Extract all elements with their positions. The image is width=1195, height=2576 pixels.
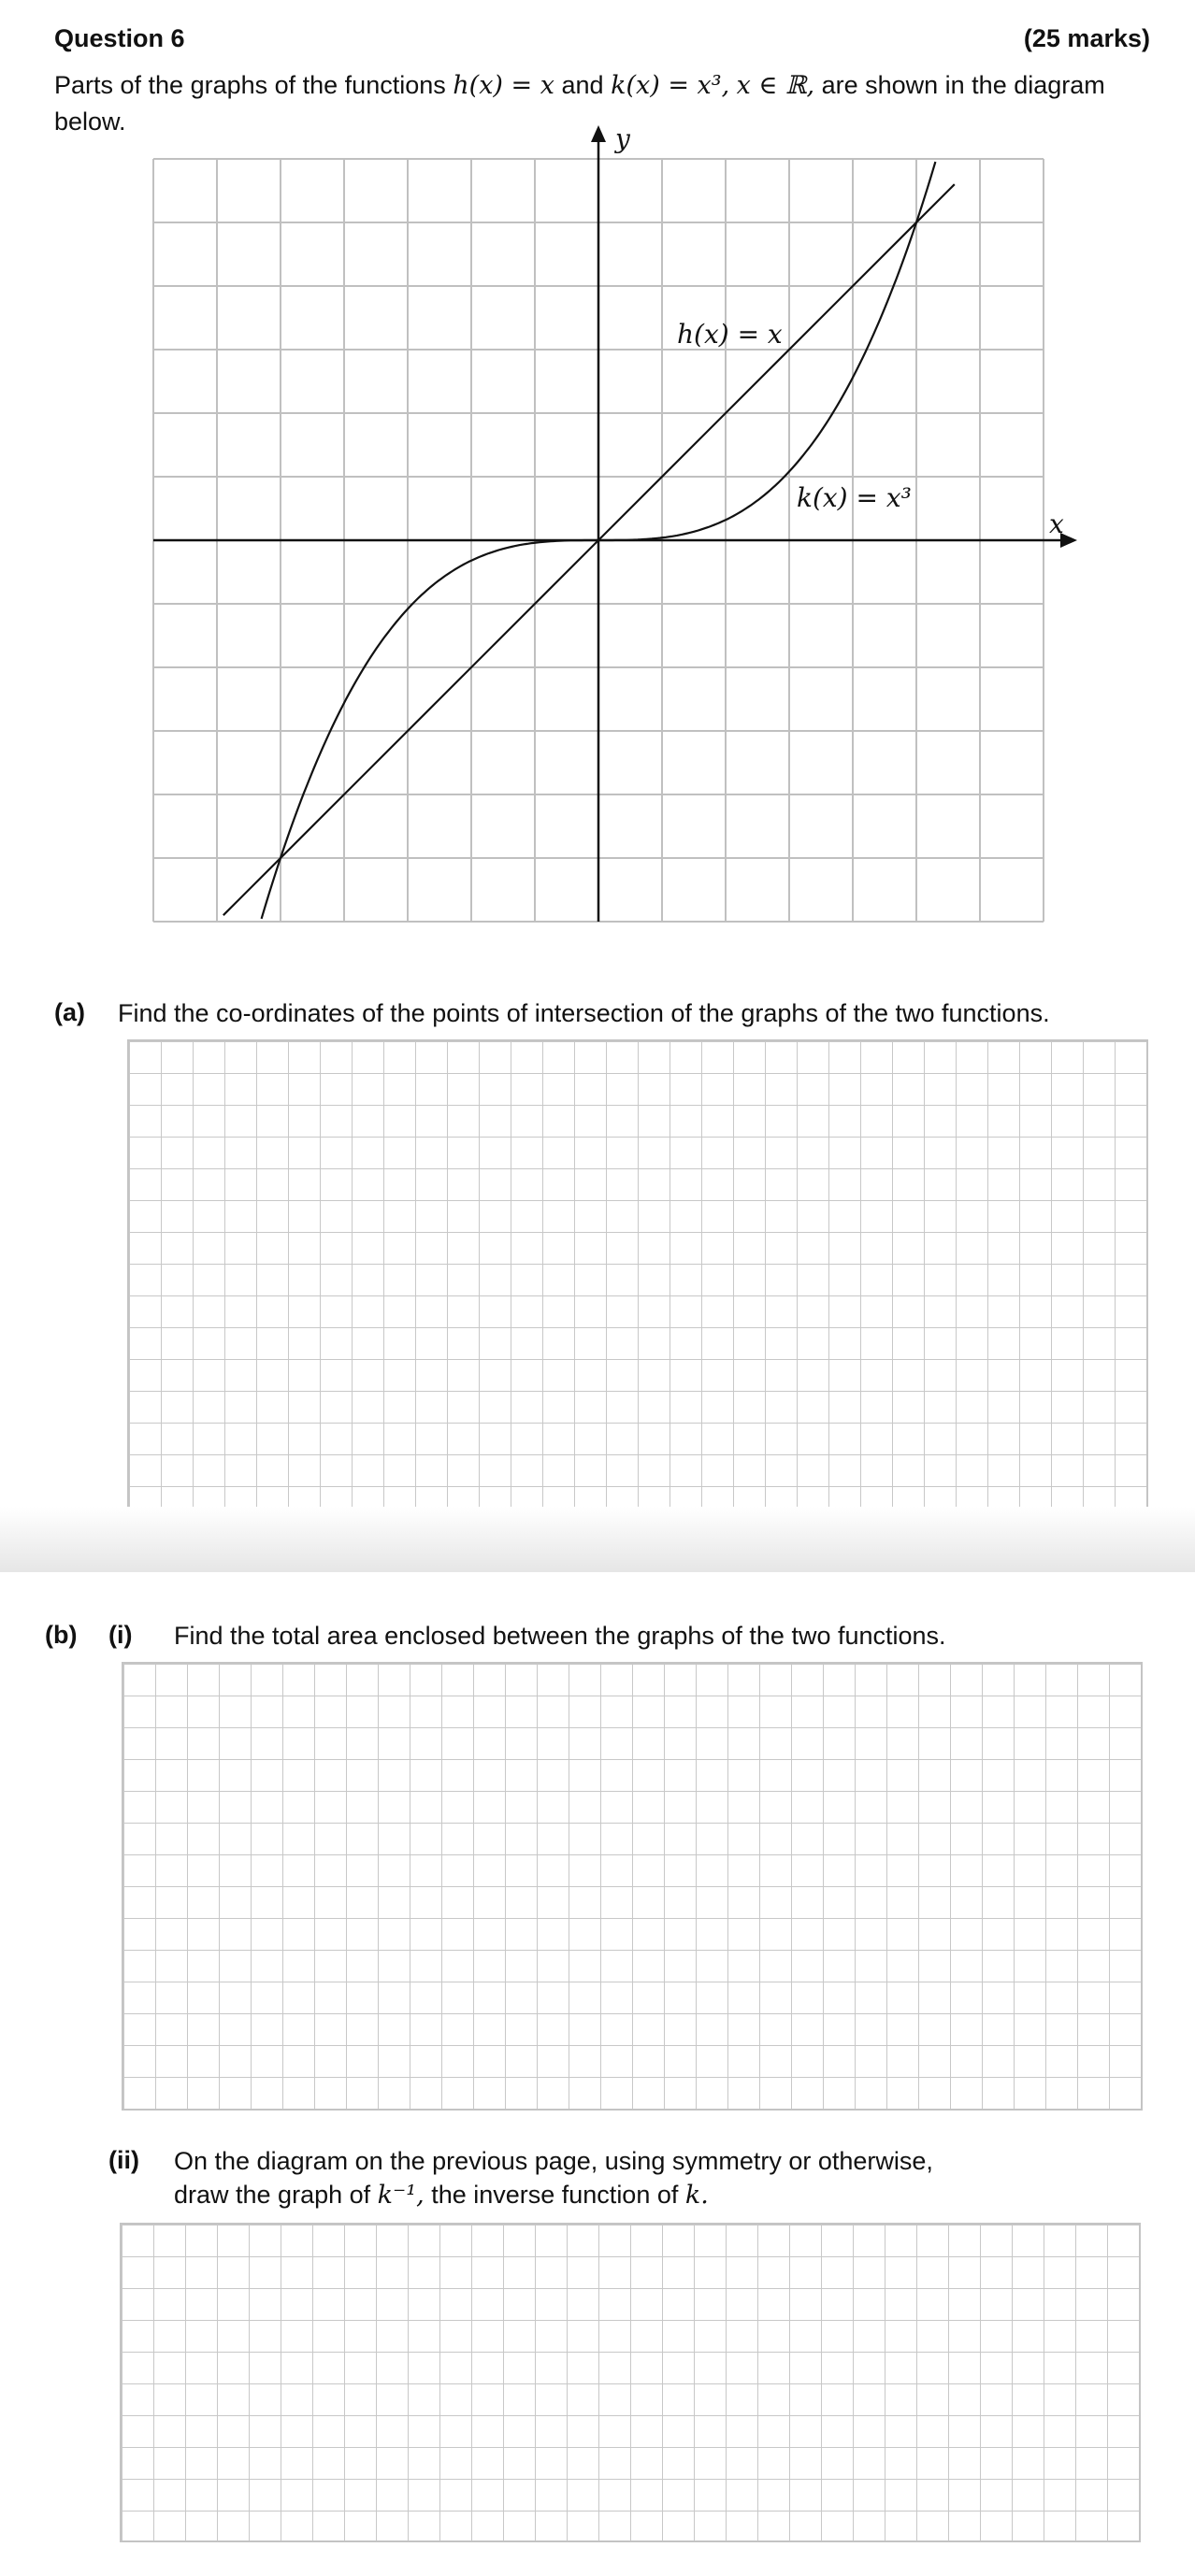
part-b-ii-text-a: draw the graph of: [174, 2181, 371, 2209]
part-b-label: (b): [45, 1621, 78, 1649]
answer-grid-a[interactable]: [127, 1039, 1148, 1550]
h-curve-label: h(x) = x: [677, 319, 783, 350]
y-axis-label: y: [615, 123, 630, 154]
answer-grid-b-i[interactable]: [122, 1662, 1143, 2111]
page-separator: [0, 1507, 1195, 1572]
part-b-i-text: Find the total area enclosed between the graphs of the two functions.: [174, 1622, 946, 1650]
part-b-ii-line2: [174, 2178, 709, 2212]
intro-text-1: Parts of the graphs of the functions: [54, 71, 446, 99]
part-a-text: Find the co-ordinates of the points of intersection of the graphs of the two functions.: [118, 999, 1050, 1027]
y-axis-arrow: [591, 125, 606, 142]
question-title: Question 6: [54, 24, 185, 52]
question-marks: (25 marks): [1023, 24, 1150, 52]
part-b-ii-line1: On the diagram on the previous page, using symmetry or otherwise,: [174, 2147, 933, 2175]
intro-text-2: and: [561, 71, 604, 99]
part-b-ii-label: (ii): [108, 2146, 139, 2174]
x-axis-label: x: [1049, 508, 1064, 539]
h-definition: h(x) = x: [453, 71, 554, 100]
part-b-ii-text-b: the inverse function of: [431, 2181, 679, 2209]
k-definition: k(x) = x³,: [611, 71, 730, 100]
intro-text-3: are shown in the diagram below.: [54, 71, 1105, 136]
domain-definition: x ∈ ℝ,: [736, 71, 815, 100]
k-inverse-symbol: k⁻¹,: [377, 2181, 425, 2210]
k-curve-label: k(x) = x³: [797, 482, 912, 513]
part-b-i-label: (i): [108, 1621, 133, 1649]
exam-page-2: [0, 1572, 1195, 2576]
h-curve: [223, 184, 955, 915]
part-a-label: (a): [54, 998, 85, 1026]
function-graph: [0, 0, 1195, 935]
k-symbol: k.: [684, 2181, 709, 2210]
answer-grid-b-ii[interactable]: [120, 2223, 1141, 2542]
